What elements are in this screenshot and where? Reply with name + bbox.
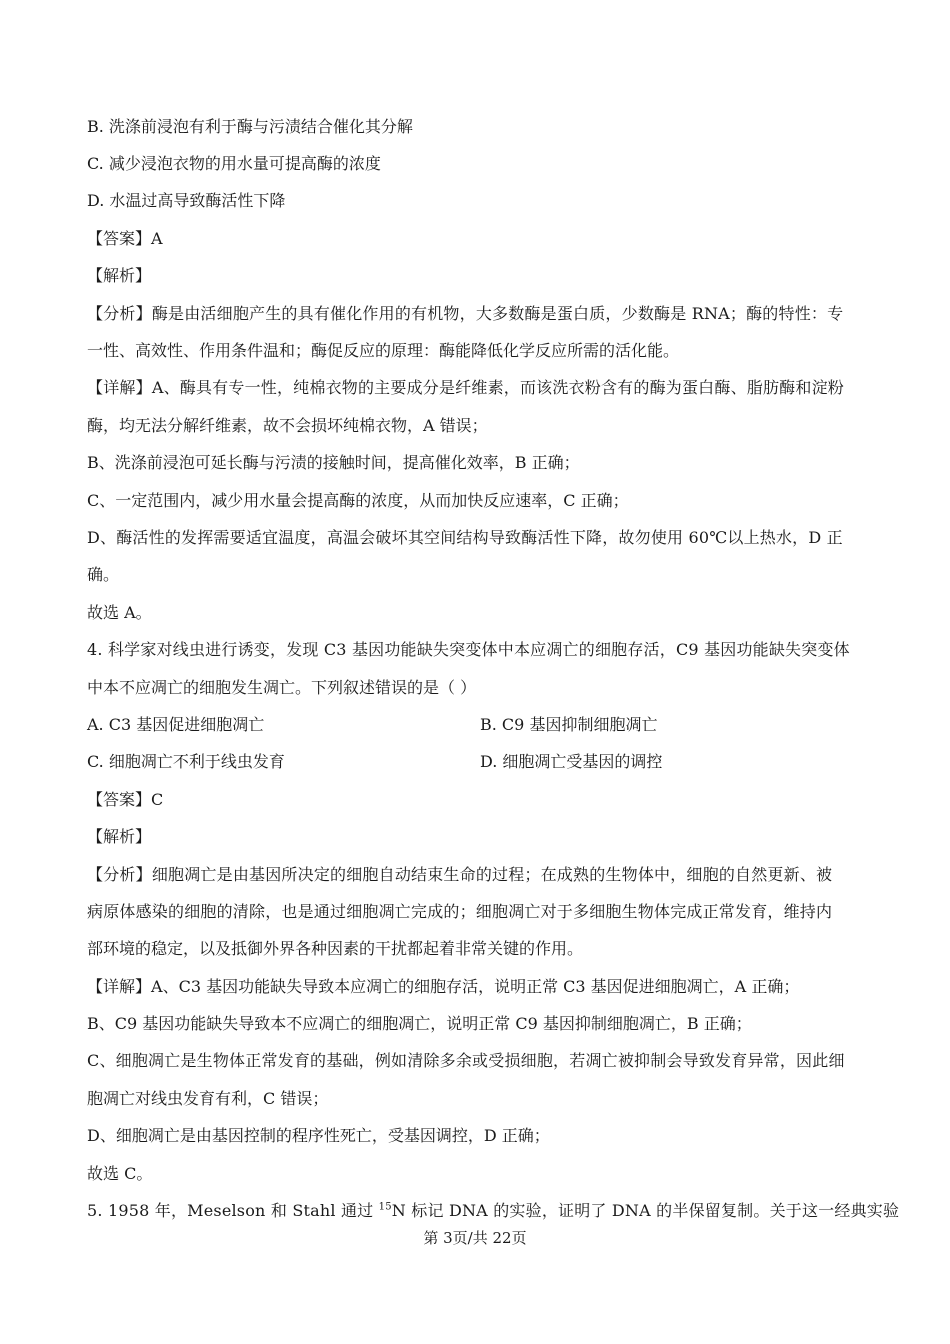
q5-stem-pre: 5. 1958 年，Meselson 和 Stahl 通过 [87,1201,379,1220]
q4-line-d: D、细胞凋亡是由基因控制的程序性死亡，受基因调控，D 正确； [87,1126,550,1145]
answer-value: A [151,229,163,248]
answer-tag: 【答案】 [87,229,152,248]
fenxi-tag: 【分析】 [87,865,152,884]
q5-stem-line1 [87,1200,900,1222]
q3-answer [87,228,877,250]
q4-answer [87,789,877,811]
q3-xiangjie-line2: 酶，均无法分解纤维素，故不会损坏纯棉衣物，A 错误； [87,416,488,435]
q3-line-c: C、一定范围内，减少用水量会提高酶的浓度，从而加快反应速率，C 正确； [87,491,629,510]
fenxi-tag: 【分析】 [87,304,152,323]
fenxi-text: 酶是由活细胞产生的具有催化作用的有机物，大多数酶是蛋白质，少数酶是 RNA；酶的特性：专 [151,304,844,323]
answer-tag: 【答案】 [87,790,152,809]
q4-option-a: A. C3 基因促进细胞凋亡 [87,715,265,734]
q4-analysis-tag: 【解析】 [87,827,152,846]
answer-value: C [151,790,164,809]
xiangjie-text: A、酶具有专一性，纯棉衣物的主要成分是纤维素，而该洗衣粉含有的酶为蛋白酶、脂肪酶和淀粉 [151,378,844,397]
q3-option-c: C. 减少浸泡衣物的用水量可提高酶的浓度 [87,154,381,173]
q4-stem-line1: 4. 科学家对线虫进行诱变，发现 C3 基因功能缺失突变体中本应凋亡的细胞存活，C9 基因功能缺失突变体 [87,640,850,659]
q3-fenxi-line2: 一性、高效性、作用条件温和；酶促反应的原理：酶能降低化学反应所需的活化能。 [87,341,680,360]
xiangjie-tag: 【详解】 [87,378,152,397]
xiangjie-text: A、C3 基因功能缺失导致本应凋亡的细胞存活，说明正常 C3 基因促进细胞凋亡，A 正确； [151,977,800,996]
q3-conclusion: 故选 A。 [87,603,152,622]
q3-xiangjie-line1 [87,377,877,399]
q4-option-d: D. 细胞凋亡受基因的调控 [480,752,663,771]
xiangjie-tag: 【详解】 [87,977,152,996]
q4-option-b: B. C9 基因抑制细胞凋亡 [480,715,658,734]
q4-option-c: C. 细胞凋亡不利于线虫发育 [87,752,285,771]
q3-option-d: D. 水温过高导致酶活性下降 [87,191,286,210]
q4-fenxi-line3: 部环境的稳定，以及抵御外界各种因素的干扰都起着非常关键的作用。 [87,939,584,958]
q3-analysis-tag: 【解析】 [87,266,152,285]
q4-fenxi-line1 [87,864,877,886]
q4-line-b: B、C9 基因功能缺失导致本不应凋亡的细胞凋亡，说明正常 C9 基因抑制细胞凋亡，B 正确； [87,1014,752,1033]
q3-fenxi-line1 [87,303,877,325]
q4-conclusion: 故选 C。 [87,1164,153,1183]
q5-stem-post: N 标记 DNA 的实验，证明了 DNA 的半保留复制。关于这一经典实验 [391,1201,900,1220]
q4-fenxi-line2: 病原体感染的细胞的清除，也是通过细胞凋亡完成的；细胞凋亡对于多细胞生物体完成正常发育，维持内 [87,902,833,921]
q4-line-c2: 胞凋亡对线虫发育有利，C 错误； [87,1089,329,1108]
q3-line-d2: 确。 [87,565,120,584]
q3-line-d1: D、酶活性的发挥需要适宜温度，高温会破坏其空间结构导致酶活性下降，故勿使用 60℃以上热水，D 正 [87,528,843,547]
page-number-footer: 第 3页/共 22页 [423,1229,527,1247]
fenxi-text: 细胞凋亡是由基因所决定的细胞自动结束生命的过程；在成熟的生物体中，细胞的自然更新、被 [151,865,833,884]
q5-isotope-superscript: 15 [378,1201,392,1213]
q3-line-b: B、洗涤前浸泡可延长酶与污渍的接触时间，提高催化效率，B 正确； [87,453,580,472]
q4-xiangjie-line1 [87,976,877,998]
q3-option-b: B. 洗涤前浸泡有利于酶与污渍结合催化其分解 [87,117,413,136]
q4-line-c1: C、细胞凋亡是生物体正常发育的基础，例如清除多余或受损细胞，若凋亡被抑制会导致发育异常，因此细 [87,1051,845,1070]
q4-stem-line2: 中本不应凋亡的细胞发生凋亡。下列叙述错误的是（ ） [87,678,477,697]
